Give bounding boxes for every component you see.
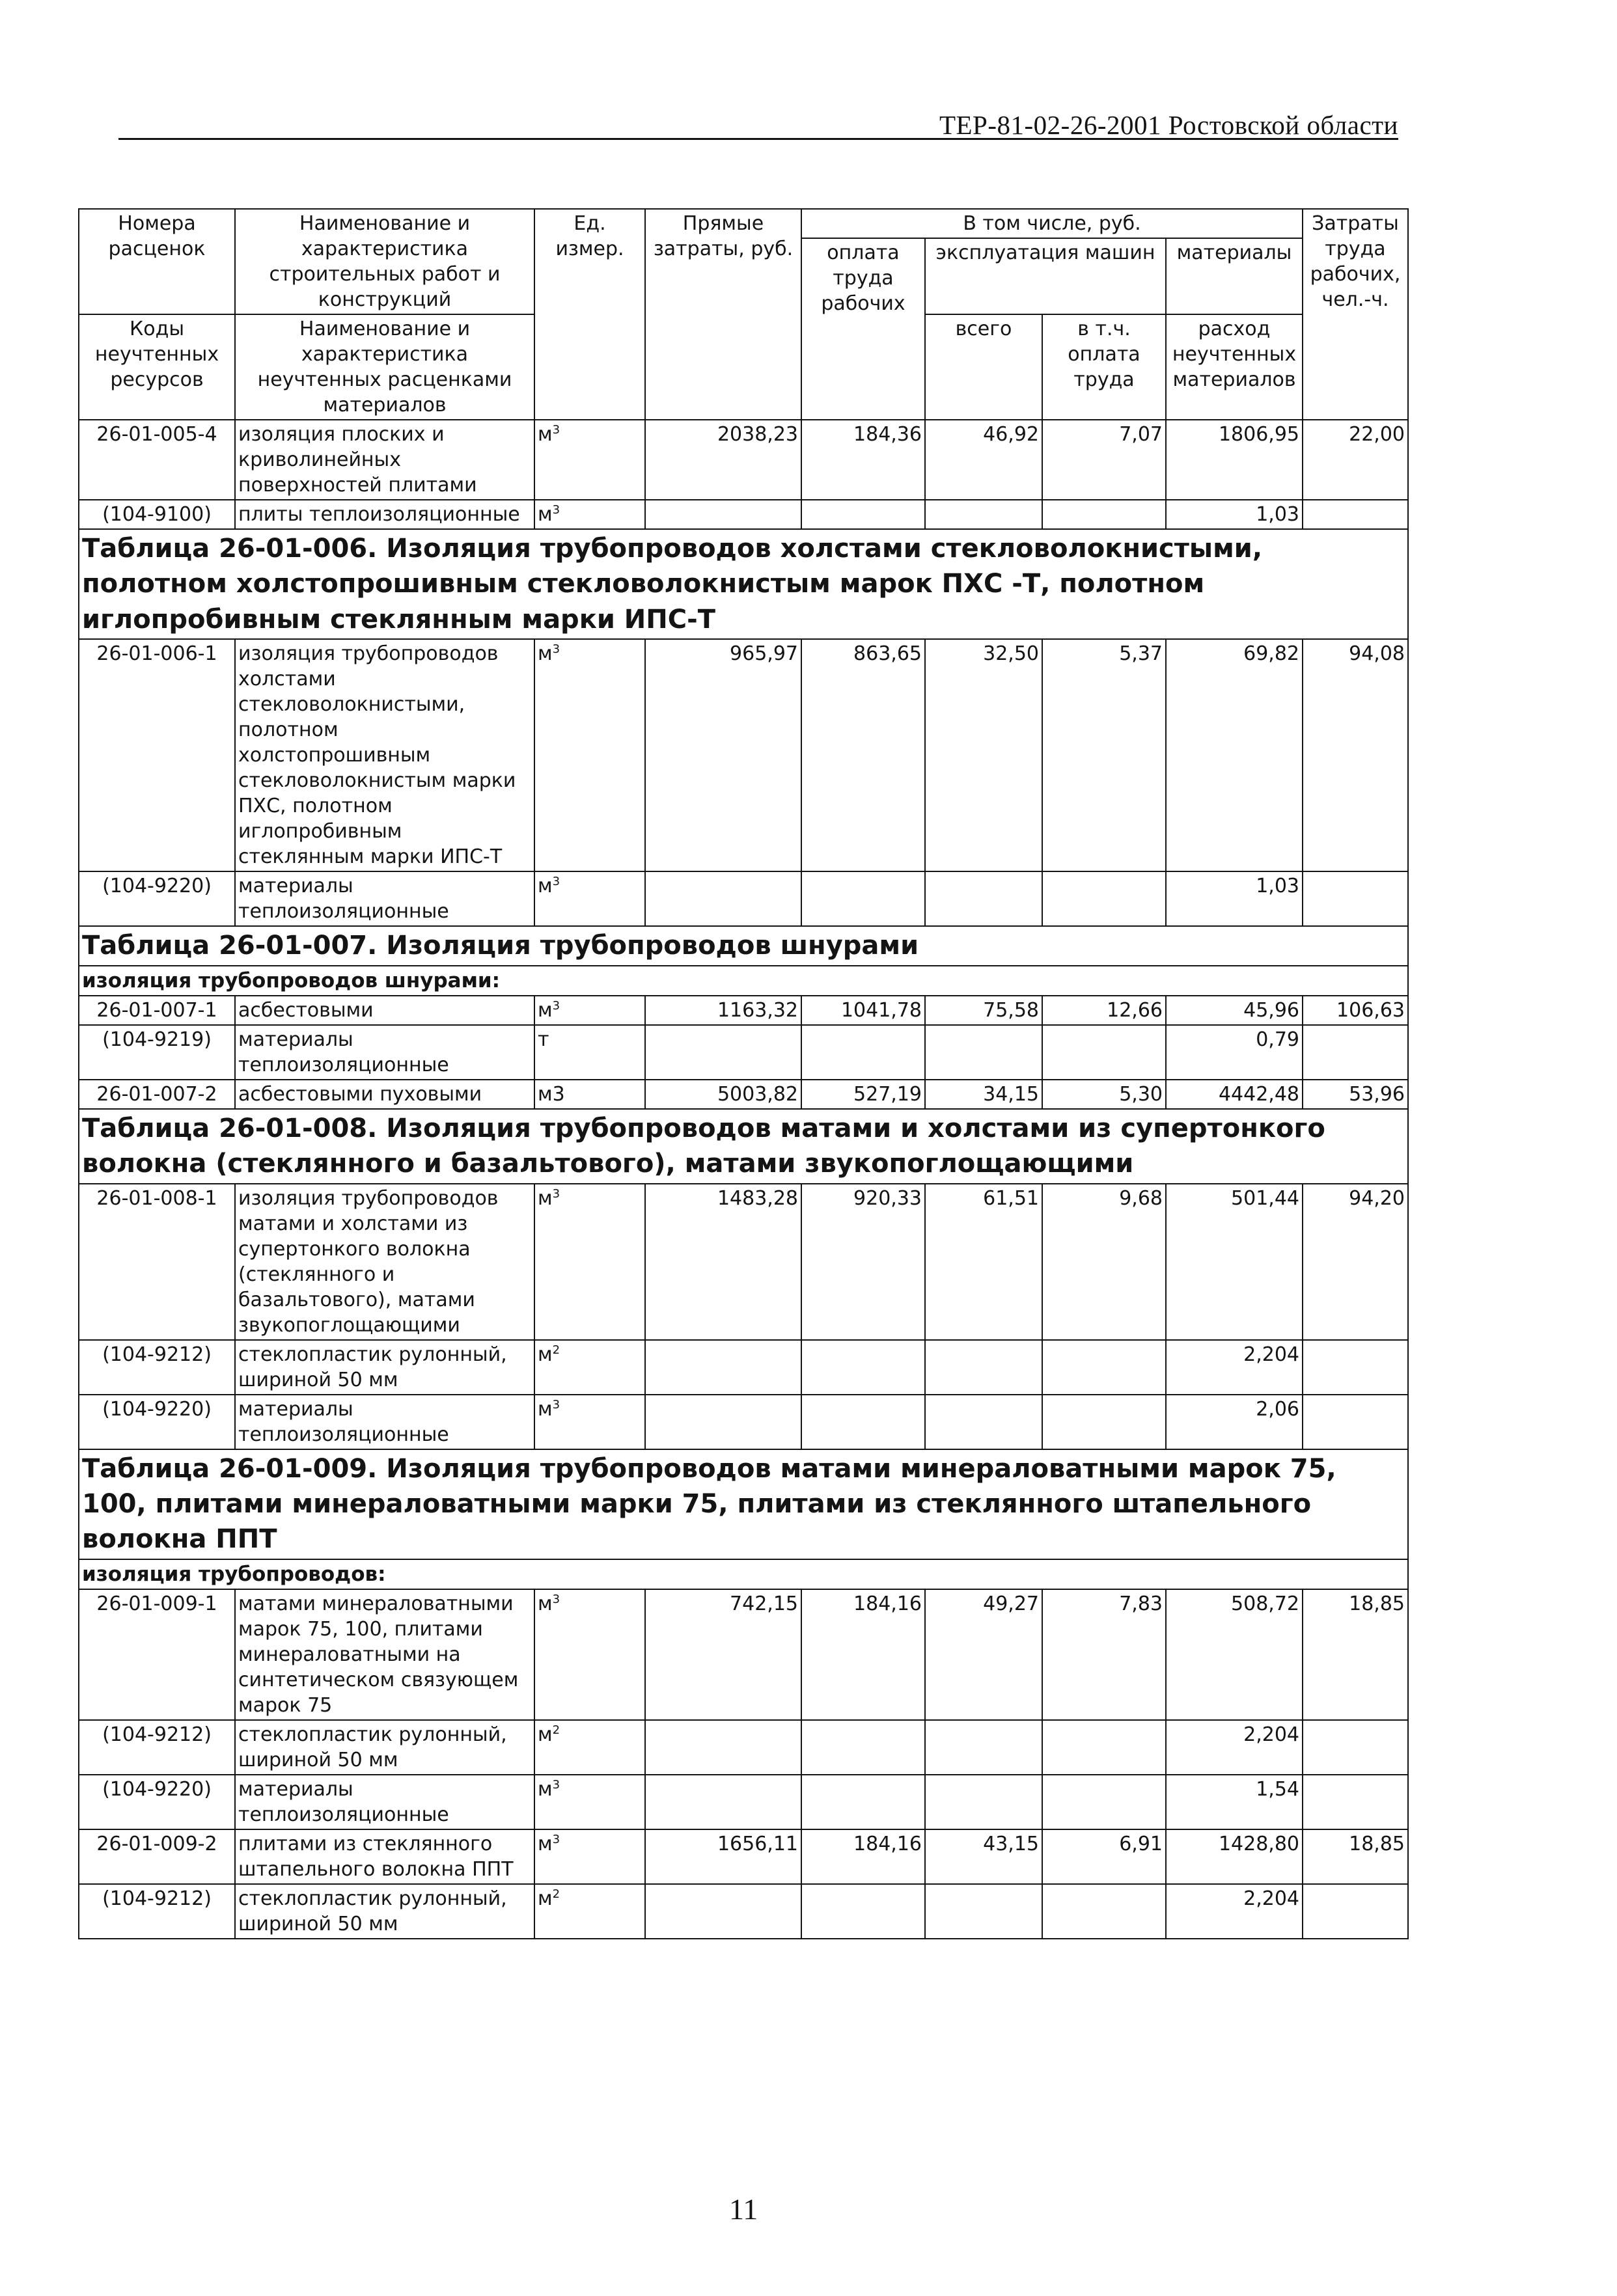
unit-cell xyxy=(534,1589,645,1720)
unit-cell xyxy=(534,1829,645,1884)
materials-cell: 1,54 xyxy=(1166,1775,1303,1829)
direct-costs-cell xyxy=(645,1775,801,1829)
labor-costs-cell xyxy=(1303,871,1408,926)
machines-wages-cell xyxy=(1042,1025,1166,1080)
unit-cell xyxy=(534,1720,645,1775)
unit-cell xyxy=(534,1775,645,1829)
unit-exponent: 3 xyxy=(552,998,560,1013)
machines-total-cell xyxy=(925,871,1042,926)
name-cell: материалы теплоизоляционные xyxy=(235,1025,534,1080)
unit-text: м xyxy=(538,642,553,666)
wages-cell: 184,36 xyxy=(801,420,925,500)
labor-costs-cell: 106,63 xyxy=(1303,996,1408,1025)
labor-costs-cell xyxy=(1303,1720,1408,1775)
unit-text: м3 xyxy=(538,1082,565,1106)
header-rule xyxy=(118,138,1398,140)
machines-wages-cell xyxy=(1042,1775,1166,1829)
table-section-title-row xyxy=(79,529,1408,639)
unit-exponent: 3 xyxy=(552,875,560,889)
col-header-wages: оплата труда рабочих xyxy=(801,238,925,420)
unit-exponent: 3 xyxy=(552,503,560,517)
machines-total-cell xyxy=(925,1340,1042,1395)
unit-exponent: 2 xyxy=(552,1723,560,1738)
table-subheading: изоляция трубопроводов шнурами: xyxy=(79,966,1408,996)
machines-wages-cell xyxy=(1042,1395,1166,1449)
name-cell: плиты теплоизоляционные xyxy=(235,500,534,529)
labor-costs-cell: 18,85 xyxy=(1303,1829,1408,1884)
materials-cell: 1,03 xyxy=(1166,871,1303,926)
labor-costs-cell xyxy=(1303,1884,1408,1939)
name-cell: стеклопластик рулонный, шириной 50 мм xyxy=(235,1340,534,1395)
wages-cell: 184,16 xyxy=(801,1589,925,1720)
unit-cell xyxy=(534,420,645,500)
materials-cell: 0,79 xyxy=(1166,1025,1303,1080)
col-header-including-group: В том числе, руб. xyxy=(801,209,1303,238)
unit-cell xyxy=(534,1080,645,1109)
unit-exponent: 3 xyxy=(552,1186,560,1201)
materials-cell: 2,204 xyxy=(1166,1720,1303,1775)
direct-costs-cell xyxy=(645,1340,801,1395)
machines-total-cell: 49,27 xyxy=(925,1589,1042,1720)
direct-costs-cell xyxy=(645,1025,801,1080)
direct-costs-cell xyxy=(645,871,801,926)
col-header-direct-costs: Прямые затраты, руб. xyxy=(645,209,801,420)
wages-cell: 863,65 xyxy=(801,639,925,871)
machines-total-cell: 46,92 xyxy=(925,420,1042,500)
col-header-work-name: Наименование и характеристика строительных работ и конструкций xyxy=(235,209,534,314)
code-cell: (104-9212) xyxy=(79,1340,235,1395)
unit-text: м xyxy=(538,503,553,526)
code-cell: 26-01-007-1 xyxy=(79,996,235,1025)
wages-cell xyxy=(801,1884,925,1939)
labor-costs-cell: 53,96 xyxy=(1303,1080,1408,1109)
resource-row xyxy=(79,1884,1408,1939)
unit-cell xyxy=(534,500,645,529)
direct-costs-cell: 5003,82 xyxy=(645,1080,801,1109)
machines-total-cell xyxy=(925,500,1042,529)
name-cell: изоляция трубопроводов холстами стекловолокнистыми, полотном холстопрошивным стекловолокнистым марки ПХС, полотном иглопробивным стеклянным марки ИПС-Т xyxy=(235,639,534,871)
name-cell: материалы теплоизоляционные xyxy=(235,1395,534,1449)
wages-cell xyxy=(801,1025,925,1080)
header-row xyxy=(79,209,1408,238)
code-cell: 26-01-007-2 xyxy=(79,1080,235,1109)
wages-cell xyxy=(801,1340,925,1395)
code-cell: 26-01-006-1 xyxy=(79,639,235,871)
rate-row xyxy=(79,996,1408,1025)
machines-total-cell xyxy=(925,1884,1042,1939)
unit-text: м xyxy=(538,1397,553,1421)
direct-costs-cell: 965,97 xyxy=(645,639,801,871)
unit-text: м xyxy=(538,1887,553,1911)
name-cell: стеклопластик рулонный, шириной 50 мм xyxy=(235,1884,534,1939)
machines-wages-cell: 7,83 xyxy=(1042,1589,1166,1720)
direct-costs-cell xyxy=(645,1884,801,1939)
unit-text: м xyxy=(538,875,553,898)
code-cell: (104-9220) xyxy=(79,1775,235,1829)
wages-cell: 1041,78 xyxy=(801,996,925,1025)
name-cell: матами минераловатными марок 75, 100, плитами минераловатными на синтетическом связующем марок 75 xyxy=(235,1589,534,1720)
machines-wages-cell: 5,37 xyxy=(1042,639,1166,871)
name-cell: асбестовыми пуховыми xyxy=(235,1080,534,1109)
machines-total-cell: 61,51 xyxy=(925,1184,1042,1340)
name-cell: изоляция плоских и криволинейных поверхностей плитами xyxy=(235,420,534,500)
machines-wages-cell: 12,66 xyxy=(1042,996,1166,1025)
table-section-title-row xyxy=(79,926,1408,965)
code-cell: (104-9100) xyxy=(79,500,235,529)
direct-costs-cell: 1656,11 xyxy=(645,1829,801,1884)
unit-cell xyxy=(534,1340,645,1395)
code-cell: (104-9220) xyxy=(79,1395,235,1449)
wages-cell: 184,16 xyxy=(801,1829,925,1884)
unit-text: м xyxy=(538,1833,553,1856)
wages-cell xyxy=(801,871,925,926)
unit-text: м xyxy=(538,998,553,1022)
wages-cell xyxy=(801,1720,925,1775)
materials-cell: 2,06 xyxy=(1166,1395,1303,1449)
labor-costs-cell xyxy=(1303,1775,1408,1829)
resource-row xyxy=(79,871,1408,926)
code-cell: 26-01-009-1 xyxy=(79,1589,235,1720)
name-cell: асбестовыми xyxy=(235,996,534,1025)
unit-text: м xyxy=(538,1723,553,1747)
materials-cell: 501,44 xyxy=(1166,1184,1303,1340)
subheading-row xyxy=(79,966,1408,996)
direct-costs-cell: 1483,28 xyxy=(645,1184,801,1340)
materials-cell: 508,72 xyxy=(1166,1589,1303,1720)
machines-wages-cell xyxy=(1042,1340,1166,1395)
rate-row xyxy=(79,1080,1408,1109)
resource-row xyxy=(79,1025,1408,1080)
rate-row xyxy=(79,1184,1408,1340)
name-cell: стеклопластик рулонный, шириной 50 мм xyxy=(235,1720,534,1775)
labor-costs-cell: 22,00 xyxy=(1303,420,1408,500)
direct-costs-cell xyxy=(645,1395,801,1449)
resource-row xyxy=(79,1395,1408,1449)
page-header xyxy=(0,0,1617,156)
wages-cell xyxy=(801,1395,925,1449)
unit-text: м xyxy=(538,1343,553,1366)
subheading-row xyxy=(79,1559,1408,1589)
resource-row xyxy=(79,500,1408,529)
unit-cell xyxy=(534,639,645,871)
machines-total-cell xyxy=(925,1395,1042,1449)
machines-wages-cell xyxy=(1042,871,1166,926)
code-cell: (104-9212) xyxy=(79,1884,235,1939)
resource-row xyxy=(79,1340,1408,1395)
table-section-title: Таблица 26-01-006. Изоляция трубопроводов холстами стекловолокнистыми, полотном холстопрошивным стекловолокнистым марок ПХС -Т, полотном иглопробивным стеклянным марки ИПС-Т xyxy=(79,529,1408,639)
resource-row xyxy=(79,1720,1408,1775)
unit-text: м xyxy=(538,1592,553,1616)
unit-text: т xyxy=(538,1028,549,1051)
rate-row xyxy=(79,639,1408,871)
unit-cell xyxy=(534,996,645,1025)
machines-total-cell: 75,58 xyxy=(925,996,1042,1025)
labor-costs-cell xyxy=(1303,1340,1408,1395)
unit-exponent: 3 xyxy=(552,423,560,437)
machines-wages-cell: 6,91 xyxy=(1042,1829,1166,1884)
unit-exponent: 3 xyxy=(552,1833,560,1847)
machines-total-cell xyxy=(925,1025,1042,1080)
unit-cell xyxy=(534,1395,645,1449)
machines-wages-cell: 9,68 xyxy=(1042,1184,1166,1340)
wages-cell: 527,19 xyxy=(801,1080,925,1109)
machines-wages-cell xyxy=(1042,500,1166,529)
table-section-title: Таблица 26-01-009. Изоляция трубопроводов матами минераловатными марок 75, 100, плитами минераловатными марки 75, плитами из стеклянного штапельного волокна ППТ xyxy=(79,1449,1408,1559)
rates-table xyxy=(78,208,1409,1939)
unit-text: м xyxy=(538,1186,553,1210)
unit-cell xyxy=(534,871,645,926)
unit-exponent: 3 xyxy=(552,1778,560,1792)
table-section-title-row xyxy=(79,1449,1408,1559)
labor-costs-cell: 94,08 xyxy=(1303,639,1408,871)
col-header-unit: Ед. измер. xyxy=(534,209,645,420)
table-subheading: изоляция трубопроводов: xyxy=(79,1559,1408,1589)
machines-total-cell xyxy=(925,1775,1042,1829)
unit-exponent: 3 xyxy=(552,1592,560,1607)
col-header-materials: материалы xyxy=(1166,238,1303,314)
name-cell: материалы теплоизоляционные xyxy=(235,871,534,926)
labor-costs-cell: 94,20 xyxy=(1303,1184,1408,1340)
direct-costs-cell: 742,15 xyxy=(645,1589,801,1720)
direct-costs-cell xyxy=(645,500,801,529)
materials-cell: 69,82 xyxy=(1166,639,1303,871)
rate-row xyxy=(79,1829,1408,1884)
machines-wages-cell xyxy=(1042,1884,1166,1939)
code-cell: (104-9220) xyxy=(79,871,235,926)
col-header-rate-number: Номера расценок xyxy=(79,209,235,314)
machines-wages-cell: 5,30 xyxy=(1042,1080,1166,1109)
unit-cell xyxy=(534,1025,645,1080)
materials-cell: 2,204 xyxy=(1166,1340,1303,1395)
unit-cell xyxy=(534,1184,645,1340)
machines-wages-cell: 7,07 xyxy=(1042,420,1166,500)
name-cell: плитами из стеклянного штапельного волокна ППТ xyxy=(235,1829,534,1884)
materials-cell: 45,96 xyxy=(1166,996,1303,1025)
table-section-title: Таблица 26-01-008. Изоляция трубопроводов матами и холстами из супертонкого волокна (стеклянного и базальтового), матами звукопоглощающими xyxy=(79,1109,1408,1184)
materials-cell: 1,03 xyxy=(1166,500,1303,529)
machines-total-cell xyxy=(925,1720,1042,1775)
name-cell: материалы теплоизоляционные xyxy=(235,1775,534,1829)
labor-costs-cell: 18,85 xyxy=(1303,1589,1408,1720)
resource-row xyxy=(79,1775,1408,1829)
unit-exponent: 2 xyxy=(552,1887,560,1902)
materials-cell: 1806,95 xyxy=(1166,420,1303,500)
materials-cell: 1428,80 xyxy=(1166,1829,1303,1884)
page-number: 11 xyxy=(729,2193,758,2226)
col-header-machines-wages: в т.ч. оплата труда xyxy=(1042,314,1166,420)
code-cell: 26-01-008-1 xyxy=(79,1184,235,1340)
col-header-labor-costs: Затраты труда рабочих, чел.-ч. xyxy=(1303,209,1408,420)
machines-total-cell: 32,50 xyxy=(925,639,1042,871)
unit-text: м xyxy=(538,1778,553,1801)
code-cell: 26-01-009-2 xyxy=(79,1829,235,1884)
direct-costs-cell: 2038,23 xyxy=(645,420,801,500)
document-title: ТЕР-81-02-26-2001 Ростовской области xyxy=(939,110,1398,140)
col-header-material-consumption: расход неучтенных материалов xyxy=(1166,314,1303,420)
unit-text: м xyxy=(538,423,553,446)
unit-cell xyxy=(534,1884,645,1939)
code-cell: (104-9212) xyxy=(79,1720,235,1775)
rate-row xyxy=(79,1589,1408,1720)
labor-costs-cell xyxy=(1303,1395,1408,1449)
code-cell: (104-9219) xyxy=(79,1025,235,1080)
direct-costs-cell xyxy=(645,1720,801,1775)
unit-exponent: 3 xyxy=(552,642,560,657)
machines-wages-cell xyxy=(1042,1720,1166,1775)
machines-total-cell: 43,15 xyxy=(925,1829,1042,1884)
col-header-machines: эксплуатация машин xyxy=(925,238,1166,314)
machines-total-cell: 34,15 xyxy=(925,1080,1042,1109)
labor-costs-cell xyxy=(1303,500,1408,529)
unit-exponent: 3 xyxy=(552,1397,560,1412)
col-header-material-name: Наименование и характеристика неучтенных расценками материалов xyxy=(235,314,534,420)
name-cell: изоляция трубопроводов матами и холстами из супертонкого волокна (стеклянного и базальтового), матами звукопоглощающими xyxy=(235,1184,534,1340)
labor-costs-cell xyxy=(1303,1025,1408,1080)
unit-exponent: 2 xyxy=(552,1343,560,1357)
materials-cell: 2,204 xyxy=(1166,1884,1303,1939)
direct-costs-cell: 1163,32 xyxy=(645,996,801,1025)
wages-cell xyxy=(801,1775,925,1829)
col-header-machines-total: всего xyxy=(925,314,1042,420)
code-cell: 26-01-005-4 xyxy=(79,420,235,500)
col-header-resource-codes: Коды неучтенных ресурсов xyxy=(79,314,235,420)
table-section-title: Таблица 26-01-007. Изоляция трубопроводов шнурами xyxy=(79,926,1408,965)
materials-cell: 4442,48 xyxy=(1166,1080,1303,1109)
table-section-title-row xyxy=(79,1109,1408,1184)
wages-cell: 920,33 xyxy=(801,1184,925,1340)
rate-row xyxy=(79,420,1408,500)
wages-cell xyxy=(801,500,925,529)
